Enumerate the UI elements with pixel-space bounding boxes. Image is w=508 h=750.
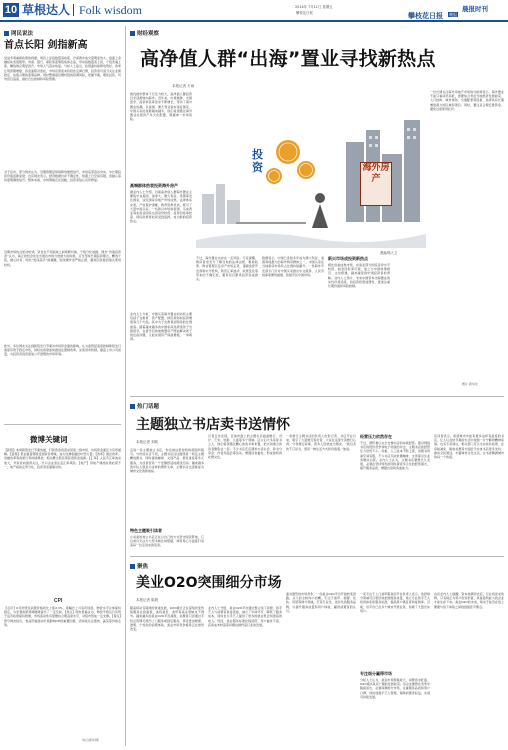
section-marker-icon: [4, 31, 9, 36]
story1-subhead-1: 高端群体热衷投资海外房产: [130, 183, 178, 188]
story2-body-3: 一家旅行主题书店的负责人告诉记者，书店开业以来，吸引了大量旅行爱好者，大家在这里交流旅行心得、分享旅行故事，很多人因此成为朋友。“我们卖的不只是书，更是一种生活方式和价值观。”他说。: [286, 434, 356, 451]
story1-body-2: 不过，海外置业也存在一定风险。专家提醒，购房者需充分了解当地的法律法规、税收政策、物业管理以及房产市场走势，谨慎选择开发商和中介机构，防范汇率波动、政策变化等带来的不确定性，避免盲目跟风投资造成损失。: [196, 256, 258, 282]
story3-subhead-1: 专注细分赢得市场: [360, 671, 392, 676]
brand-logo: [408, 3, 458, 20]
story3-section-label: 聚焦: [130, 562, 148, 570]
section-marker-icon: [130, 404, 135, 409]
story2-body-1b: 小而美的独立书店正在以自己的方式坚守阅读阵地，它们或许无法与大型书城比拼规模，却用用心与温度打动着每一位走进来的读者。: [130, 535, 204, 548]
page-number: 10: [4, 4, 18, 16]
story1-headline: 高净值人群“出海”置业寻找新热点: [140, 48, 436, 70]
story2-body-1: 走进一家主题独立书店，你会被这里独特的氛围所吸引。与传统书店不同，主题书店往往围绕某一特定主题精选图书，同时提供咖啡、文创产品、展览讲座等多元服务，为读者营造一个安静舒适的阅读空间。越来越多的年轻人愿意为这样的情怀买单，主题书店也逐渐成为城市文化的新地标。: [130, 448, 204, 474]
masthead-rule: [0, 20, 508, 22]
story1-section-label: 财经观察: [130, 29, 159, 37]
story1-body-4: 相比欧美成熟市场，东南亚部分国家房价水平较低、租金回报率可观，加之与中国地缘相近、文化相通，越来越受到中国投资者的青睐。业内人士预计，未来中国资本出海置业的步伐仍将延续，但投资将更加理性，更加注重长期价值和风险控制。: [328, 263, 390, 289]
story3-body-6: 也有业内人士提醒，资本热潮退去后，行业将迎来洗牌，只有真正为用户创造价值、具备盈利能力的企业才能生存下来。美业O2O的未来，取决于能否在线上便捷与线下体验之间找到最佳平衡点。: [434, 592, 504, 609]
story-rule-1: [130, 396, 504, 397]
story3-body-1: 随着移动互联网的快速发展，O2O模式正在深刻改变传统服务业的面貌，美容美发、美甲等美业领域也不例外。越来越多的美业O2O平台涌现，消费者只需通过手机应用即可预约上门服务或到店服务，享受更加便捷、透明、个性化的消费体验，美业市场竞争格局正在悄然改变。: [130, 606, 204, 632]
story1-lead: 国内楼市整体下行压力较大，高净值人群投资目光逐渐转向海外。近年来，出境旅游、出国留学、投资移民等需求不断增长，带动了海外置业热潮，从美国、澳大利亚到东南亚国家，中国买家的身影越来越多，他们希望通过海外置业实现资产多元化配置，规避单一市场风险。: [130, 92, 192, 122]
brand-logo-text: 攀枝花日报: [408, 11, 443, 20]
photo-credit: 漫画/陈大卫: [380, 251, 398, 255]
story-rule-2: [130, 556, 504, 557]
story1-body-1b: 业内人士分析，中国买家海外置业的动机主要包括子女教育、资产配置、移民规划和投资增值等几个方面，其中为子女教育而购房的比例最高。随着越来越多的中国家庭选择送孩子出国留学，在留学目的地购置房产既能解决孩子的住宿问题，又能实现资产保值增值，一举两得。: [130, 312, 192, 342]
story2-body-2: 记者走访发现，目前市面上的主题书店涵盖旅行、设计、艺术、电影、儿童等多个领域。店主们大多是爱书之人，他们希望通过精心的选书和布置，把志同道合的读者聚集在一起。不少书店还定期举办读书会、新书分享会、作者见面会等活动，增强读者黏性，形成独特的社群文化。: [208, 434, 282, 460]
cpi-label: CPI: [54, 598, 63, 604]
story3-body-5: 分析人士认为，美业市场规模庞大，消费需求旺盛，O2O模式具有广阔的发展前景。但企业要想在竞争中脱颖而出，必须深耕细分市场，注重服务品质和用户口碑，同时加强手艺人管理，保障消费者权益，实现可持续发展。: [360, 678, 430, 699]
section-marker-icon: [130, 564, 135, 569]
left-footer: （综合新华网）: [80, 738, 102, 742]
cpi-body: 【点评】6月份居民消费价格同比上涨2.3%，涨幅比上月有所回落，物价水平总体保持稳定，为宏观政策预调微调留出了一定空间。【热议】网友普遍认为，物价平稳运行有利于货币政策保持稳健，市场流动性有望维持合理适度水平，对股市形成一定支撑。【观点】部分网友指出，食品价格波动仍是影响CPI的重要因素，需持续关注猪肉、蔬菜等价格走势。: [4, 606, 121, 627]
edition-name: 晨报时刊: [462, 5, 488, 13]
story1-byline: 本报记者 方雨: [172, 84, 195, 88]
paper-name: 攀枝花日报: [296, 11, 313, 15]
column-divider: [125, 26, 126, 746]
story1-body-3: 数据显示，中国已连续多年成为澳大利亚、美国等地最大的海外购房群体之一，中国买家在当地新房市场所占比例持续攀升。一些海外开发商专门针对中国买家推出中文服务、人民币结算等便利措施，积极开拓中国市场。: [262, 256, 324, 277]
issue-date: 2014年 7月11日 星期五: [295, 5, 333, 9]
illustration-sign: [360, 162, 392, 206]
left-body-2: 对于后市，部分网友认为，近期管理层频频释放维稳信号，市场底部逐步夯实，中长期投资价值逐渐显现；也有网友表示，经济数据仍存不确定性，短期上行空间有限，需耐心等待更明确的信号。整体来看，市场情绪正在回暖，投资者信心有所修复。: [4, 170, 121, 183]
story1-photo-source: 图片 新华社: [462, 382, 478, 386]
section-name: 草根达人: [22, 3, 71, 17]
weibo-subhead: 微博关键词: [30, 435, 68, 444]
story3-byline: 本报记者 陈晨: [136, 598, 159, 602]
left-body-4: 此外，多位网友关注到新股发行节奏对市场资金面的影响，认为监管层适度控制新股发行速度有利于稳定市场，同时也希望加快推进注册制改革，完善退市机制，提高上市公司质量，为投资者创造更加公平透明的市场环境。: [4, 344, 121, 357]
left-body-1: 受益多项重磅政策的刺激，周四上证指数震荡收涨，沪深两市成交量明显放大，盘面上金融板块表现强势，券商、银行、保险等蓝筹股集体走高，带动指数震荡上扬，个股普遍上涨，赚钱效应明显回升，市场人气逐步恢复。分析人士指出，政策面持续释放利好，改革红利预期增强，资金面相对宽松，市场有望迎来阶段性反弹行情，投资者可适当关注业绩稳定、估值合理的蓝筹品种，同时警惕高位题材股的回调风险，把握节奏，理性投资，切勿盲目追高，做好仓位控制和风险管理。: [4, 56, 121, 82]
story1-subhead-2: 新兴市场成投资新热点: [328, 256, 368, 261]
illustration-sign-text: 海外房产: [362, 163, 390, 184]
brand-logo-tag: 晚报: [449, 12, 458, 17]
left-body-3: 近期市场热点轮动较快，资金在不同板块之间频繁切换，个股分化加剧。网友“价值投资者”认为，真正的机会往往出现在市场分歧最大的时候，应当坚持长期投资理念，精选个股，耐心持有；网友“短线高手”则提醒，短线操作需严格止损，避免因贪婪而错失离场时机。: [4, 250, 121, 267]
story2-subhead-1: 特色主题吸引读者: [130, 528, 162, 533]
left-headline: 首点长阳 剑指新高: [4, 40, 88, 51]
weibo-body: 【新股】本周新股发行节奏放缓，打新资金将逐步回流二级市场，市场资金面压力有所缓解。【蓝筹】低估值蓝筹股受到资金青睐，成为支撑指数的中坚力量。【改革】国企改革、金融改革等政策红利持续释放，相关概念股有望获得资金追捧。【汇率】人民币汇率波动加大，外资流向值得关注，出口企业需注意汇率风险。【地产】房地产调控政策松紧不一，地产板块走势分化，投资者需谨慎对待。: [4, 448, 121, 469]
story2-headline: 主题独立书店卖书送情怀: [136, 417, 290, 433]
left-rule-1: [4, 424, 121, 425]
story3-headline: 美业O2O突围细分市场: [136, 575, 282, 591]
story3-body-4: 一家专注于上门美甲服务的平台负责人表示，选择细分领域可以更好地把控服务质量，建立专业的手艺人培训体系和服务标准，提高用户满意度和复购率。目前，该平台已在多个城市开展业务，积累了大量忠实用户。: [360, 592, 430, 613]
masthead: [0, 0, 508, 20]
story2-section-label: 热门话题: [130, 402, 159, 410]
story1-body-5: 一位长期关注海外房地产市场的分析师表示，海外置业不能只看房价高低，更要综合考虑当地经济发展前景、人口结构、城市规划、交通配套等因素，选择具有长期增值潜力的区域和项目。同时，要注意合理安排资金，避免过度使用杠杆。: [430, 90, 504, 111]
section-name-en: Folk wisdom: [79, 3, 143, 17]
story3-body-3: 面对激烈的市场竞争，一些美业O2O平台开始转变思路，从大而全转向小而精，专注于美甲、美睫、化妆、造型等细分领域，打造专业化、差异化的服务品牌，以提升服务质量和用户体验，赢得消费者的认可。: [286, 592, 356, 613]
section-divider: [73, 4, 74, 16]
section-marker-icon: [130, 31, 135, 36]
illustration-label: 投资: [252, 148, 263, 174]
left-section-label: 网民说法: [4, 29, 33, 37]
page-number-badge: [3, 3, 19, 17]
story2-body-4: 不过，情怀难以完全支撑书店的持续经营。面对网络书店的低价竞争和电子阅读的冲击，主题书店的经营压力依然不小。房租、人工成本不断上涨，而图书利润空间有限，不少书店只能依靠咖啡、文创等衍生业务维持运营。业内人士认为，主题书店要想长久发展，必须在坚持特色的同时探索多元化的经营模式，提升服务品质，增强自身的造血能力。: [360, 441, 430, 471]
story2-byline: 本报记者 刘莉: [136, 440, 159, 444]
story2-subhead-2: 经营压力依然存在: [360, 434, 392, 439]
story1-body-1: 据业内人士介绍，目前高净值人群海外置业主要集中在美国、加拿大、澳大利亚、英国等发达国家，这些国家房地产市场成熟，法律体系完善，产权保护清晰，教育资源优质，吸引了大量中国买家。一些新兴市场如泰国、马来西亚等东南亚国家也因房价较低、投资回报率较高、移民政策宽松而受到追捧，成为新的投资热点。: [130, 190, 192, 224]
story1-illustration: [196, 90, 426, 248]
story3-body-2: 业内人士介绍，美业O2O平台通过整合线下资源，将手艺人与消费者直接连接，减少了中间环节，降低了服务成本，同时也为手艺人提供了更多的就业机会和更高的收入。然而，美业服务标准化程度低、用户黏性不高、获客成本较高等问题也制约着行业的发展。: [208, 606, 282, 627]
story2-body-5: 有读者表示，希望城市中能有更多这样有温度的书店，让人们在快节奏的生活中找到一片宁静的精神家园。也有专家建议，相关部门可以出台扶持政策，在房租减免、税收优惠等方面给予实体书店更多支持，推动全民阅读，丰富城市文化生活，让书香飘满城市的每一个角落。: [434, 434, 504, 460]
